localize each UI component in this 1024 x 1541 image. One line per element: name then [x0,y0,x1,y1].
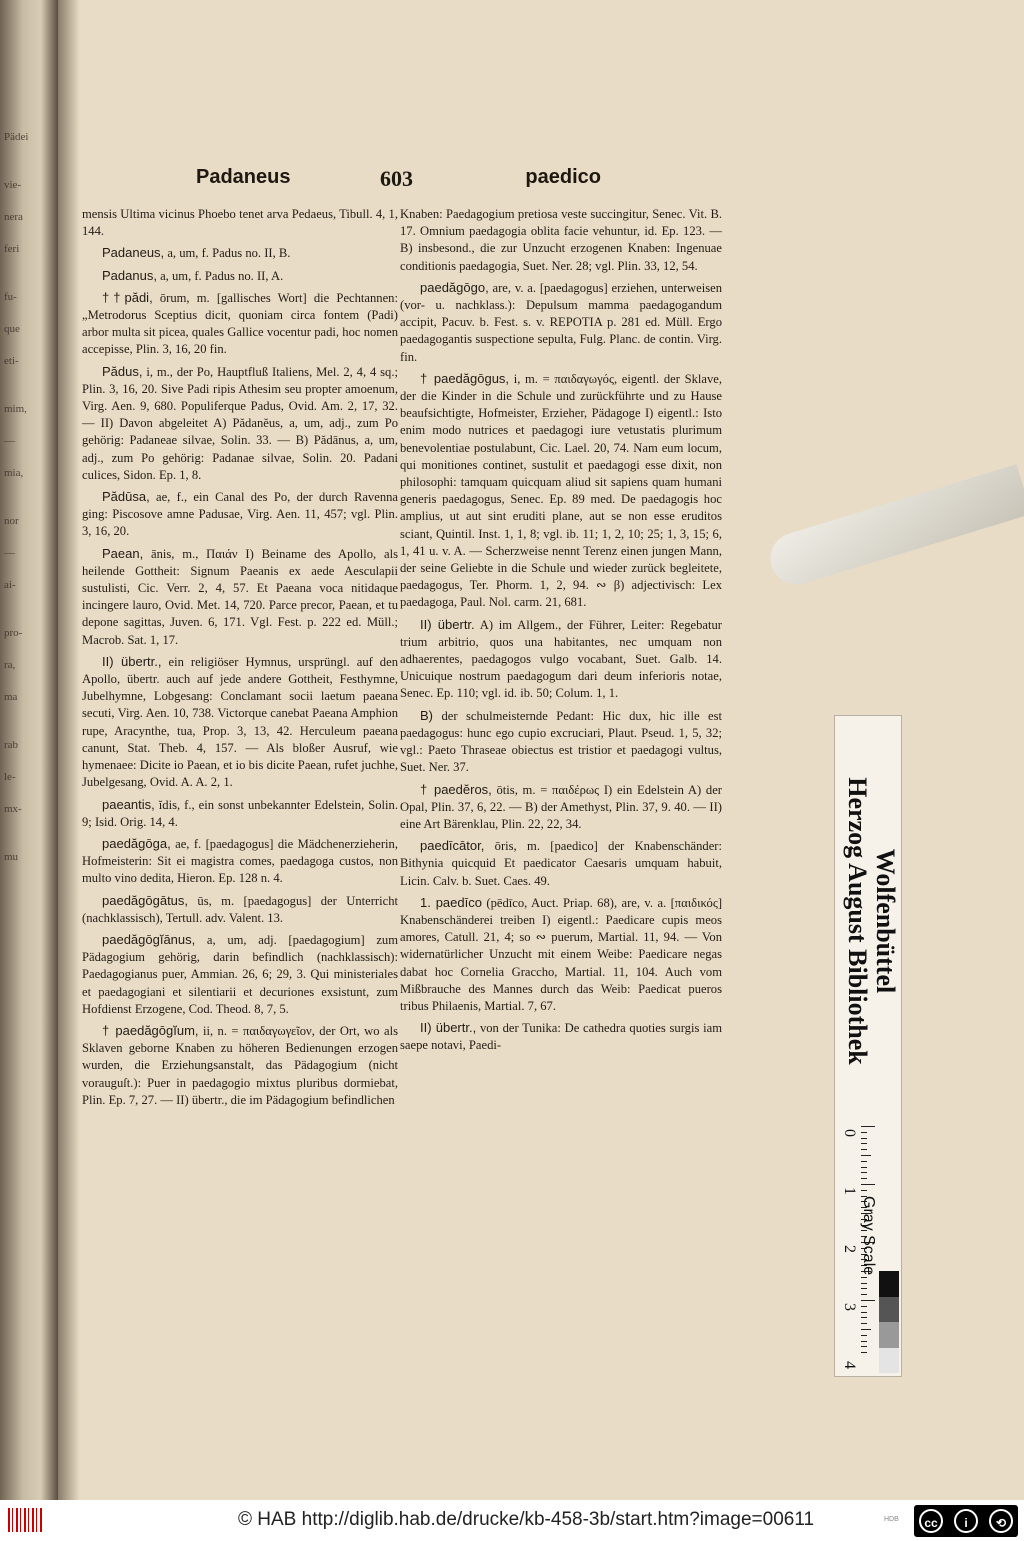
entry-headword: Paean, [102,545,144,561]
right-column [400,206,722,1055]
cc-icon: cc [919,1509,943,1533]
source-link[interactable]: © HAB http://diglib.hab.de/drucke/kb-458-3b/start.htm?image=00611 [238,1509,815,1530]
entry-headword: paedăgōgĭānus, [102,931,196,947]
previous-page-line: fu- [4,291,17,303]
scale-tick [861,1277,867,1278]
entry-text: Knaben: Paedagogium pretiosa veste succingitur, Senec. Vit. B. 17. Omnium paedagogia oblita facie vehuntur, id. Ep. 123. — B) insbesond., die zur Unzucht erzogenen Knaben: Ingenuae conditionis paedagogia, Suet. Ner. 28; vgl. Plin. 33, 12, 54. [400,207,722,273]
scale-tick [861,1149,867,1150]
cc-sa-icon: ⟲ [989,1509,1013,1533]
scale-tick [861,1312,867,1313]
scale-tick [861,1288,867,1289]
previous-page-edge [0,0,58,1500]
dictionary-entry [82,488,398,541]
entry-headword: paedăgōgātus, [102,892,189,908]
scale-tick [861,1329,871,1330]
page-header [196,166,601,198]
entry-headword: II) übertr. [420,616,475,632]
previous-page-line: rab [4,739,19,751]
scale-tick [861,1190,867,1191]
dictionary-entry [82,835,398,888]
previous-page-line: ma [4,691,18,703]
entry-text: ūs, m. [paedagogus] der Unterricht (nachklassisch), Tertull. adv. Valent. 13. [82,893,398,925]
scale-tick [861,1306,867,1307]
entry-headword: Padaneus, [102,245,165,261]
dictionary-entry [82,892,398,927]
dictionary-entry [82,289,398,359]
scale-tick [861,1323,867,1324]
entry-headword: Padanus, [102,267,157,283]
entry-text: ii, n. = παιδαγωγεῖον, der Ort, wo als Sklaven geborne Knaben zu höheren Bedienungen erzogen wurden, die Erziehungsanstalt, das Pädagogium (nicht vorauguſt.): Puer in paedagogio mixtus pluribus dormiebat, Plin. Ep. 7, 27. — II) übertr., die im Pädagogium befindlichen [82,1023,398,1107]
gutter-shadow [58,0,80,1500]
entry-headword: B) [420,707,433,723]
entry-text: mensis Ultima vicinus Phoebo tenet arva Pedaeus, Tibull. 4, 1, 144. [82,207,398,239]
scale-tick [861,1341,867,1342]
scale-tick [861,1300,875,1301]
previous-page-line: le- [4,771,16,783]
viewer-footer [0,1500,1024,1541]
dictionary-entry [82,267,398,285]
scale-tick [861,1138,867,1139]
scale-number: 1 [841,1187,858,1195]
dictionary-entry [400,837,722,890]
dictionary-entry [82,363,398,484]
entry-text: ae, f., ein Canal des Po, der durch Ravenna ging: Piscosove amne Padusae, Virg. Aen. 11, 457; vgl. Plin. 3, 16, 20. [82,490,398,539]
scale-tick [861,1126,875,1127]
scale-tick [861,1335,867,1336]
previous-page-line: nera [4,211,23,223]
entry-headword: † paedăgōgus, [420,370,510,386]
entry-headword: † paedĕros, [420,781,492,797]
scale-tick [861,1283,867,1284]
entry-text: a, um, f. Padus no. II, B. [164,246,291,261]
entry-text: i, m. = παιδαγωγός, eigentl. der Sklave, der die Kinder in die Schule und zurückführte und zu Hause beaufsichtigte, Hofmeister, Erzieher, Pädagoge I) eigentl.: Isto enim modo nutrices et paedagogi iure vetustatis plurimum benevolentiae postulabunt, Cic. Lael. 20, 74. Nam eum locum, qui monitiones continet, sustulit et paedagogi esse dixit, non philosophi: tamquam quicquam aliud sit sapiens quam humani generis paedagogus, Senec. Ep. 89 med. De paedagogis hoc amplius, ut aut sint eruditi plane, aut se non esse eruditos sciant, Quintil. Inst. 1, 1, 8; vgl. ib. 11; 1, 2, 10; 25; 1, 3, 15; 6, 1, 41 u. v. A. — Scherzweise nennt Terenz einen jungen Mann, der seine Geliebte in die Schule und wieder zurück begleitete, paedagogus, Ter. Phorm. 1, 2, 94. ∾ β) adjectivisch: Lex paedagoga, Paul. Nol. carm. 21, 681. [400,371,722,610]
scale-number: 4 [841,1361,858,1369]
scale-tick [861,1132,867,1133]
scale-number: 2 [841,1245,858,1253]
entry-text: (pēdīco, Auct. Priap. 68), are, v. a. [παιδικός] Knabenschänderei treiben I) eigentl.: Paedicare cupis meos amores, Catull. 21, 4; so ∾ puerum, Martial. 11, 94. — Von widernatürlicher Unzucht mit einem Weibe: Paedicare negas dabat hoc Cornelia Graccho, Martial. 11, 104. Auch vom Mißbrauche des Mannes durch das Weib: Paedicat pueros tribus Philaenis, Martial. 7, 67. [400,895,723,1013]
hab-logo-icon [8,1508,42,1532]
previous-page-line: — [4,435,15,447]
entry-headword: II) übertr., [102,653,162,669]
scale-number: 3 [841,1303,858,1311]
entry-text: ōris, m. [paedico] der Knabenschänder: Bithynia quicquid Et paedicator Caesaris umquam habuit, Licin. Calv. b. Suet. Caes. 49. [400,839,722,888]
footer-small-mark: HDB [884,1516,899,1523]
previous-page-line: que [4,323,20,335]
gray-scale-label: Gray Scale [860,1196,877,1276]
entry-text: i, m., der Po, Hauptfluß Italiens, Mel. 2, 4, 4 sq.; Plin. 3, 16, 20. Sive Padi ripis Athesim seu propter amoenum, Virg. Aen. 9, 680. Populiferque Padus, Ovid. Am. 2, 17, 32. — II) Davon abgeleitet A) Pădanĕus, a, um, adj., zum Po gehörig: Padaneae silvae, Solin. 33. — B) Pădānus, a, um, adj., zum Po gehörig: Padanae silvae, Solin. 20. Padani culices, Sidon. Ep. 1, 8. [82,364,398,482]
left-column [82,206,398,1109]
dictionary-entry [82,244,398,262]
library-name-line2: Wolfenbüttel [871,848,900,994]
scale-tick [861,1317,867,1318]
scale-number: 0 [841,1129,858,1137]
previous-page-line: mu [4,851,19,863]
dictionary-entry [400,206,722,275]
entry-text: a, um, f. Padus no. II, A. [156,268,284,283]
entry-headword: paeantis, [102,796,155,812]
dictionary-entry [400,370,722,612]
previous-page-line: Pädei [4,131,29,143]
dictionary-entry [400,1019,722,1054]
entry-headword: † paedăgōgĭum, [102,1022,199,1038]
previous-page-line: — [4,547,15,559]
entry-text: von der Tunika: De cathedra quoties surgis iam saepe notavi, Paedi- [400,1021,722,1053]
entry-headword: 1. paedīco [420,894,482,910]
entry-text: der schulmeisternde Pedant: Hic dux, hic ille est paedagogus: hunc ego cupio excruciari, Plaut. Pseud. 1, 5, 32; vgl.: Paeto Thraseae obiectus est tristior et paedagogi vultus, Suet. Ner. 37. [400,708,722,775]
dictionary-entry [82,796,398,831]
scale-tick [861,1352,867,1353]
gray-scale-swatches [879,1271,899,1373]
previous-page-line: eti- [4,355,19,367]
entry-text: ĭdis, f., ein sonst unbekannter Edelstein, Solin. 9; Isid. Orig. 14, 4. [82,797,398,829]
previous-page-text [4,130,54,882]
entry-text: ein religiöser Hymnus, ursprüngl. auf den Apollo, übertr. auch auf jede andere Gottheit, Festhymne, Jubelhymne, Lobgesang: Conclamant socii laetum paeana secuti, Virg. Aen. 10, 738. Victorque canebat Paeana Amphion rupe, Aracynthe, tua, Prop. 3, 13, 42. Herculeum paeana canunt, Stat. Theb. 4, 157. — Als bloßer Ausruf, wie hymenaee: Dicite io Paean, et io bis dicite Paean, rufet juchhe, Jubelgesang, Ovid. A. A. 2, 1. [82,654,398,790]
header-left-guideword: Padaneus [196,166,291,188]
entry-text: a, um, adj. [paedagogium] zum Pädagogium gehörig, darin befindlich (nachklassisch): Paedagogianus puer, Ammian. 26, 6; 29, 3. Qui ministeriales et paedagogiani et silentiarii et decuriones exsistunt, zum Hofdienst Erzogene, Cod. Theod. 8, 7, 5. [82,932,398,1016]
entry-text: ae, f. [paedagogus] die Mädchenerzieherin, Hofmeisterin: Sit ei magistra comes, paedagoga custos, non multo vino dedita, Hieron. Ep. 128 n. 4. [82,836,398,886]
cc-by-icon: i [954,1509,978,1533]
scale-tick [861,1178,867,1179]
dictionary-entry [400,616,722,703]
previous-page-line: pro- [4,627,23,639]
dictionary-entry [82,206,398,240]
entry-text: ōrum, m. [gallisches Wort] die Pechtannen: „Metrodorus Sceptius dicit, quoniam circa fontem (Padi) arbor multa sit picea, quales Gallice vocentur padi, hoc nomen accepisse, Plin. 3, 16, 20 fin. [82,290,398,357]
entry-text: ōtis, m. = παιδέρως I) ein Edelstein A) der Opal, Plin. 37, 6, 22. — B) der Amethyst, Plin. 37, 9. 40. — II) eine Art Bärenklau, Plin. 22, 22, 34. [400,782,722,831]
entry-headword: Pădūsa, [102,489,150,505]
previous-page-line: ai- [4,579,16,591]
scale-tick [861,1167,867,1168]
previous-page-line: mia, [4,467,24,479]
previous-page-line: ra, [4,659,16,671]
library-name-line1: Herzog August Bibliothek [843,777,872,1065]
dictionary-entry [400,707,722,777]
scale-tick [861,1172,867,1173]
dictionary-entry [82,1022,398,1109]
entry-text: ānis, m., Παιάν I) Beiname des Apollo, als heilende Gottheit: Signum Paeanis ex aede Aesculapii sustulisti, Cic. Verr. 2, 4, 57. Et Paeana voca nitidaque incingere lauro, Ovid. Met. 14, 720. Parce precor, Paean, et tu depone sagittas, Juven. 6, 171. Vgl. Fest. p. 222 ed. Müll.; Macrob. Sat. 1, 17. [82,546,398,647]
scale-tick [861,1143,867,1144]
scale-tick [861,1346,867,1347]
dictionary-entry [400,781,722,834]
entry-text: are, v. a. [paedagogus] erziehen, unterweisen (vor- u. nachklass.): Depulsum mamma paedagogandum accipit, Pacuv. b. Fest. s. v. REPOTIA p. 281 ed. Müll. Ergo paedagogantis suspectione sepulta, Fulg. Planc. de contin. Virg. fin. [400,280,722,364]
previous-page-line: mx- [4,803,22,815]
dictionary-entry [82,931,398,1018]
scale-tick [861,1161,867,1162]
page-number: 603 [380,166,413,191]
previous-page-line: feri [4,243,20,255]
previous-page-line: mim, [4,403,27,415]
previous-page-line: vie- [4,179,22,191]
entry-headword: Pădus, [102,363,143,379]
entry-text: A) im Allgem., der Führer, Leiter: Regebatur trium arbitrio, quos una habitantes, nec umquam non adhaerentes, paedagogos vulgo vocabant, Suet. Galb. 14. Unicuique nostrum paedagogum dari deum inferioris notae, Senec. Ep. 110; vgl. id. ib. 50; Colum. 1, 1. [400,617,722,701]
library-ruler-card [834,715,902,1377]
scale-tick [861,1294,867,1295]
entry-headword: paedăgōga, [102,835,171,851]
dictionary-entry [82,545,398,649]
dictionary-entry [82,653,398,792]
entry-headword: ††pădi, [102,289,153,305]
dictionary-entry [400,279,722,366]
dictionary-entry [400,894,722,1015]
entry-headword: II) übertr., [420,1020,477,1036]
library-name [835,716,901,1126]
entry-headword: paedīcātor, [420,838,485,854]
header-right-guideword: paedico [525,166,601,188]
previous-page-line: nor [4,515,19,527]
entry-headword: paedăgōgo, [420,279,489,295]
scale-tick [861,1184,875,1185]
scale-tick [861,1155,871,1156]
cc-license-badge[interactable] [914,1505,1018,1537]
